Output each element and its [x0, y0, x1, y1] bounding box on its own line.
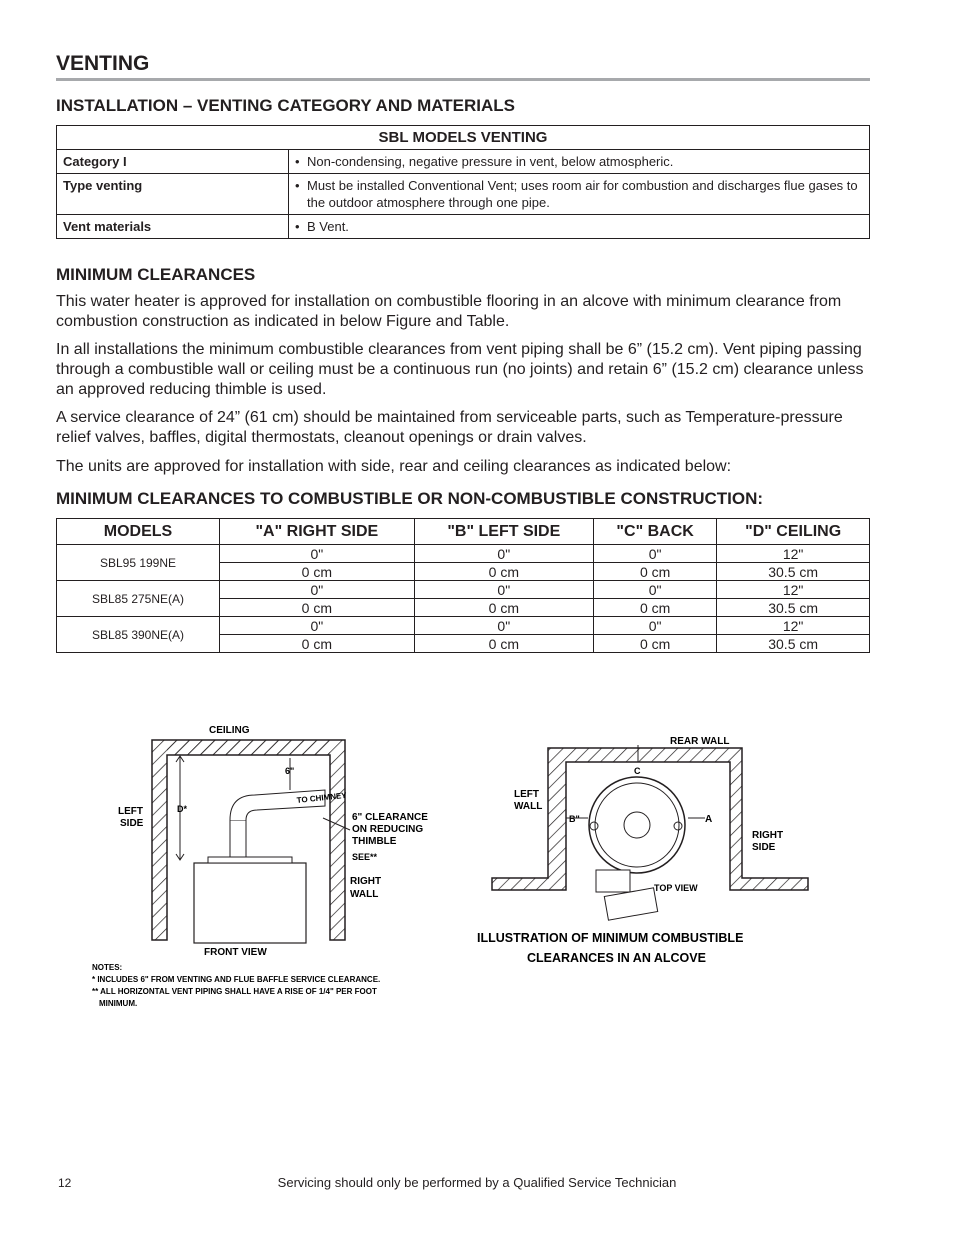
cell: 30.5 cm — [717, 599, 870, 617]
col-header: "D" CEILING — [717, 519, 870, 545]
cell: 0 cm — [593, 635, 716, 653]
cell: 0 cm — [414, 563, 593, 581]
row-value-text: Must be installed Conventional Vent; uses room air for combustion and discharges flue gases to the outdoor atmosphere through one pipe. — [307, 178, 858, 210]
note-line: MINIMUM. — [99, 999, 138, 1008]
bullet: • — [295, 219, 300, 234]
rear-wall-label: REAR WALL — [670, 736, 730, 747]
right-side-label: RIGHT — [752, 830, 784, 841]
cell: 12" — [717, 545, 870, 563]
see-label: SEE** — [352, 852, 378, 862]
a-label: A — [705, 814, 713, 825]
left-side-label: SIDE — [120, 818, 144, 829]
table-row — [57, 617, 870, 635]
cell: 0 cm — [220, 599, 415, 617]
table-header-row — [57, 519, 870, 545]
left-wall-label: LEFT — [514, 789, 539, 800]
col-header: "C" BACK — [593, 519, 716, 545]
cell: 0" — [414, 545, 593, 563]
table-row — [57, 581, 870, 599]
paragraph: A service clearance of 24” (61 cm) should be maintained from serviceable parts, such as Temperature-pressure relief valves, baffles, digital thermostats, cleanout openings or drain valves. — [56, 409, 843, 446]
row-value — [289, 174, 870, 215]
page-title: VENTING — [56, 52, 150, 75]
cell: 0" — [414, 581, 593, 599]
construction-heading: MINIMUM CLEARANCES TO COMBUSTIBLE OR NON-COMBUSTIBLE CONSTRUCTION: — [56, 489, 764, 508]
cell: 0" — [593, 617, 716, 635]
venting-table-title: SBL MODELS VENTING — [57, 126, 870, 150]
paragraph: In all installations the minimum combustible clearances from vent piping shall be 6” (15.2 cm). Vent piping passing through a combustible wall or ceiling must be a continuous run (no joints) and retain 6” (15.2 cm) clearance unless an approved reducing thimble is used. — [56, 341, 864, 398]
cell: 0 cm — [220, 635, 415, 653]
table-row — [57, 545, 870, 563]
right-wall-label: WALL — [350, 889, 379, 900]
figure-notes — [92, 963, 380, 1008]
cell: 0 cm — [220, 563, 415, 581]
paragraph: The units are approved for installation with side, rear and ceiling clearances as indicated below: — [56, 458, 732, 475]
cell: 30.5 cm — [717, 635, 870, 653]
cell: 0" — [593, 581, 716, 599]
thimble-label: 6" CLEARANCE — [352, 812, 428, 823]
installation-heading: INSTALLATION – VENTING CATEGORY AND MATERIALS — [56, 96, 515, 115]
cell: 0" — [220, 581, 415, 599]
thimble-label: THIMBLE — [352, 836, 397, 847]
page-number: 12 — [58, 1176, 72, 1190]
d-label: D* — [177, 804, 188, 814]
row-value-text: Non-condensing, negative pressure in vent, below atmospheric. — [307, 154, 674, 169]
venting-table — [56, 125, 870, 239]
paragraph: This water heater is approved for installation on combustible flooring in an alcove with minimum clearance from combustion construction as indicated in below Figure and Table. — [56, 293, 842, 330]
cell: 0" — [220, 617, 415, 635]
thimble-label: ON REDUCING — [352, 824, 424, 835]
bullet: • — [295, 154, 300, 169]
right-wall-label: RIGHT — [350, 876, 382, 887]
left-side-label: LEFT — [118, 806, 143, 817]
row-label: Vent materials — [57, 215, 289, 239]
bullet: • — [295, 178, 300, 193]
cell: 0 cm — [414, 599, 593, 617]
note-line: * INCLUDES 6" FROM VENTING AND FLUE BAFFLE SERVICE CLEARANCE. — [92, 975, 381, 984]
clearance-illustration — [90, 710, 815, 1030]
model-cell: SBL85 390NE(A) — [57, 617, 220, 653]
notes-title: NOTES: — [92, 963, 123, 972]
cell: 0" — [593, 545, 716, 563]
table-row — [57, 215, 870, 239]
row-value — [289, 215, 870, 239]
left-wall-label: WALL — [514, 801, 543, 812]
ceiling-label: CEILING — [209, 725, 250, 736]
model-cell: SBL85 275NE(A) — [57, 581, 220, 617]
top-view — [492, 736, 808, 920]
front-view — [118, 725, 428, 958]
b-label: B" — [569, 814, 580, 824]
table-row — [57, 150, 870, 174]
illustration-caption: ILLUSTRATION OF MINIMUM COMBUSTIBLE — [477, 931, 744, 945]
model-cell: SBL95 199NE — [57, 545, 220, 581]
row-value — [289, 150, 870, 174]
col-header: MODELS — [57, 519, 220, 545]
col-header: "A" RIGHT SIDE — [220, 519, 415, 545]
front-view-caption: FRONT VIEW — [204, 947, 267, 958]
cell: 12" — [717, 581, 870, 599]
table-row — [57, 174, 870, 215]
cell: 12" — [717, 617, 870, 635]
cell: 0" — [414, 617, 593, 635]
note-line: ** ALL HORIZONTAL VENT PIPING SHALL HAVE A RISE OF 1/4" PER FOOT — [92, 987, 377, 996]
cell: 0" — [220, 545, 415, 563]
six-inch-label: 6" — [285, 766, 295, 776]
cell: 0 cm — [414, 635, 593, 653]
right-side-label: SIDE — [752, 842, 776, 853]
row-value-text: B Vent. — [307, 219, 349, 234]
footer-text: Servicing should only be performed by a Qualified Service Technician — [277, 1175, 677, 1190]
clearances-table — [56, 518, 870, 653]
c-label: C — [634, 766, 641, 776]
title-rule — [56, 78, 870, 81]
illustration-caption: CLEARANCES IN AN ALCOVE — [527, 951, 706, 965]
to-chimney-label: TO CHIMNEY — [296, 790, 348, 805]
min-clearances-heading: MINIMUM CLEARANCES — [56, 265, 256, 284]
row-label: Type venting — [57, 174, 289, 215]
row-label: Category I — [57, 150, 289, 174]
cell: 0 cm — [593, 563, 716, 581]
top-view-caption: TOP VIEW — [654, 883, 698, 893]
cell: 0 cm — [593, 599, 716, 617]
cell: 30.5 cm — [717, 563, 870, 581]
col-header: "B" LEFT SIDE — [414, 519, 593, 545]
